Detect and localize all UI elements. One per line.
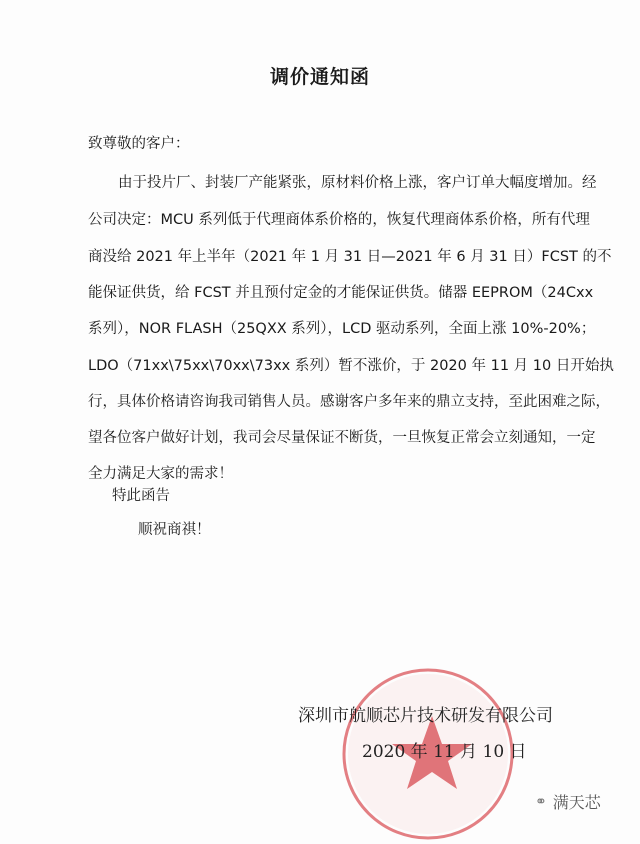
company-name: 深圳市航顺芯片技术研发有限公司 [298,706,553,726]
body-line: 商没给 2021 年上半年（2021 年 1 月 31 日—2021 年 6 月 31 日）FCST 的不 [88,249,612,265]
watermark [535,790,601,813]
body-line: 全力满足大家的需求！ [88,466,233,482]
body-line: 公司决定：MCU 系列低于代理商体系价格的，恢复代理商体系价格，所有代理 [88,212,590,228]
wechat-icon: ⚭ [535,793,547,810]
closing-notice: 特此函告 [112,488,170,504]
closing-regards: 顺祝商祺！ [138,522,211,538]
body-line: 能保证供货，给 FCST 并且预付定金的才能保证供货。储器 EEPROM（24Cxx [88,285,594,301]
document-title: 调价通知函 [269,66,370,88]
body-line: LDO（71xx\75xx\70xx\73xx 系列）暂不涨价，于 2020 年 11 月 10 日开始执 [88,358,614,374]
body-line: 望各位客户做好计划，我司会尽量保证不断货，一旦恢复正常会立刻通知，一定 [88,430,596,446]
signature-date: 2020 年 11 月 10 日 [362,742,527,762]
watermark-text: 满天芯 [552,793,601,812]
body-line: 行，具体价格请咨询我司销售人员。感谢客户多年来的鼎立支持，至此困难之际， [88,394,610,410]
body-line: 由于投片厂、封装厂产能紧张，原材料价格上涨，客户订单大幅度增加。经 [118,175,597,191]
greeting: 致尊敬的客户： [88,136,190,152]
body-line: 系列），NOR FLASH（25QXX 系列），LCD 驱动系列，全面上涨 10%-20%； [88,321,596,337]
